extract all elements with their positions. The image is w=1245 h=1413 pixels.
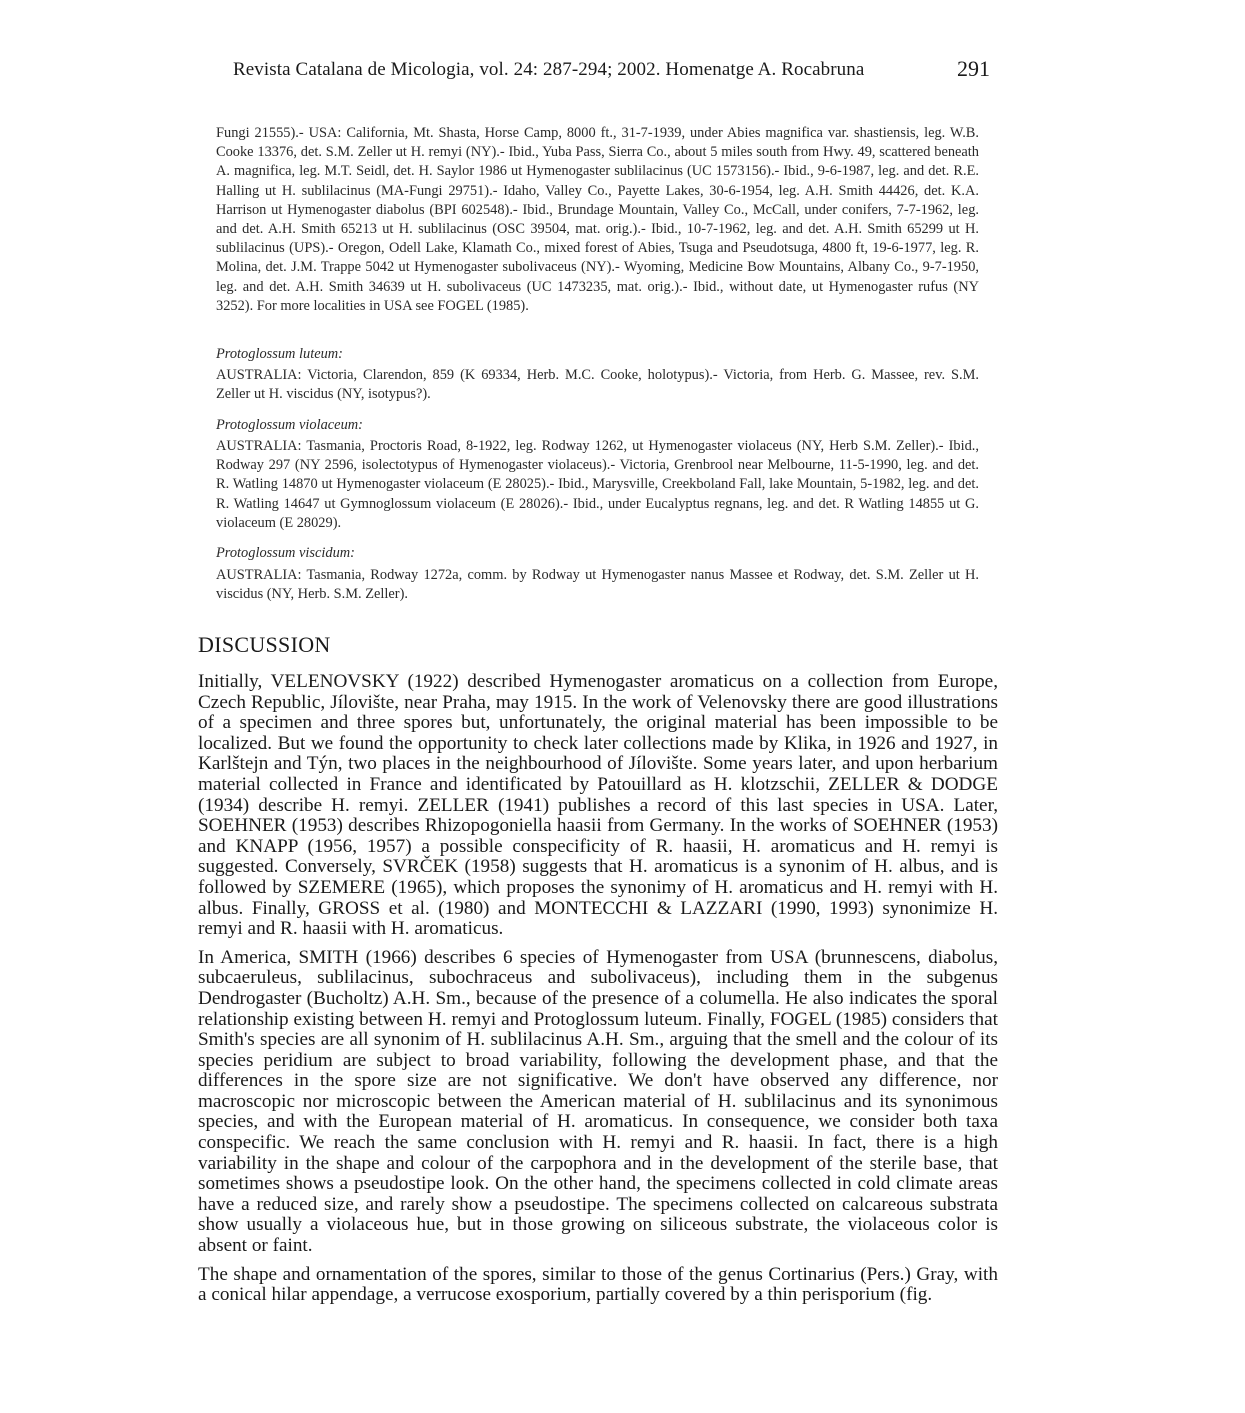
discussion-body xyxy=(198,672,998,1306)
violaceum-records xyxy=(216,437,979,533)
usa-records-text: Fungi 21555).- USA: California, Mt. Shasta, Horse Camp, 8000 ft., 31-7-1939, under Abies magnifica var. shastiensis, leg. W.B. Cooke 13376, det. S.M. Zeller ut H. remyi (NY).- Ibid., Yuba Pass, Sierra Co., about 5 miles south from Hwy. 49, scattered beneath A. magnifica, leg. M.T. Seidl, det. H. Saylor 1986 ut Hymenogaster sublilacinus (UC 1573156).- Ibid., 9-6-1987, leg. and det. R.E. Halling ut H. sublilacinus (MA-Fungi 29751).- Idaho, Valley Co., Payette Lakes, 30-6-1954, leg. A.H. Smith 44426, det. K.A. Harrison ut Hymenogaster diabolus (BPI 602548).- Ibid., Brundage Mountain, Valley Co., McCall, under conifers, 7-7-1962, leg. and det. A.H. Smith 65213 ut H. sublilacinus (OSC 39504, mat. orig.).- Ibid., 10-7-1962, leg. and det. A.H. Smith 65299 ut H. sublilacinus (UPS).- Oregon, Odell Lake, Klamath Co., mixed forest of Abies, Tsuga and Pseudotsuga, 4800 ft, 19-6-1977, leg. R. Molina, det. J.M. Trappe 5042 ut Hymenogaster subolivaceus (NY).- Wyoming, Medicine Bow Mountains, Albany Co., 9-7-1950, leg. and det. A.H. Smith 34639 ut H. subolivaceus (UC 1473235, mat. orig.).- Ibid., without date, ut Hymenogaster rufus (NY 3252). For more localities in USA see FOGEL (1985). xyxy=(216,125,979,314)
running-title: Revista Catalana de Micologia, vol. 24: 287-294; 2002. Homenatge A. Rocabruna xyxy=(233,59,865,80)
page-number: 291 xyxy=(957,56,990,81)
usa-records-paragraph xyxy=(216,124,979,316)
luteum-section-title xyxy=(216,345,979,364)
discussion-paragraph-2: In America, SMITH (1966) describes 6 species of Hymenogaster from USA (brunnescens, diabolus, subcaeruleus, sublilacinus, subochraceus and subolivaceus), including them in the subgenus Dendrogaster (Bucholtz) A.H. Sm., because of the presence of a columella. He also indicates the sporal relationship existing between H. remyi and Protoglossum luteum. Finally, FOGEL (1985) considers that Smith's species are all synonim of H. sublilacinus A.H. Sm., arguing that the smell and the colour of its species peridium are subject to broad variability, following the development phase, and that the differences in the spore size are not significative. We don't have observed any difference, nor macroscopic nor microscopic between the American material of H. sublilacinus and its synonimous species, and with the European material of H. aromaticus. In consequence, we consider both taxa conspecific. We reach the same conclusion with H. remyi and R. haasii. In fact, there is a high variability in the shape and colour of the carpophora and in the development of the sterile base, that sometimes shows a pseudostipe look. On the other hand, the specimens collected in cold climate areas have a reduced size, and rarely show a pseudostipe. The specimens collected on calcareous substrata show usually a violaceous hue, but in those growing on siliceous substrate, the violaceous color is absent or faint. xyxy=(198,946,998,1257)
viscidum-section-title xyxy=(216,544,979,563)
luteum-text: AUSTRALIA: Victoria, Clarendon, 859 (K 69334, Herb. M.C. Cooke, holotypus).- Victoria, from Herb. G. Massee, rev. S.M. Zeller ut H. viscidus (NY, isotypus?). xyxy=(216,367,979,403)
viscidum-records xyxy=(216,566,979,604)
discussion-heading: DISCUSSION xyxy=(198,632,331,657)
page-header xyxy=(233,57,990,85)
luteum-records xyxy=(216,366,979,404)
luteum-title: Protoglossum luteum: xyxy=(216,346,343,362)
violaceum-text: AUSTRALIA: Tasmania, Proctoris Road, 8-1922, leg. Rodway 1262, ut Hymenogaster violaceus (NY, Herb S.M. Zeller).- Ibid., Rodway 297 (NY 2596, isolectotypus of Hymenogaster violaceus).- Victoria, Grenbrool near Melbourne, 11-5-1990, leg. and det. R. Watling 14870 ut Hymenogaster violaceum (E 28025).- Ibid., Marysville, Creekboland Fall, lake Mountain, 5-1982, leg. and det. R. Watling 14647 ut Gymnoglossum violaceum (E 28026).- Ibid., under Eucalyptus regnans, leg. and det. R Watling 14855 ut G. violaceum (E 28029). xyxy=(216,438,979,531)
violaceum-title: Protoglossum violaceum: xyxy=(216,417,363,433)
violaceum-section-title xyxy=(216,416,979,435)
viscidum-title: Protoglossum viscidum: xyxy=(216,545,355,561)
viscidum-text: AUSTRALIA: Tasmania, Rodway 1272a, comm. by Rodway ut Hymenogaster nanus Massee et Rodway, det. S.M. Zeller ut H. viscidus (NY, Herb. S.M. Zeller). xyxy=(216,567,979,603)
discussion-paragraph-3: The shape and ornamentation of the spores, similar to those of the genus Cortinarius (Pers.) Gray, with a conical hilar appendage, a verrucose exosporium, partially covered by a thin perisporium (fig. xyxy=(198,1263,998,1306)
discussion-paragraph-1: Initially, VELENOVSKY (1922) described Hymenogaster aromaticus on a collection from Europe, Czech Republic, Jílovište, near Praha, may 1915. In the work of Velenovsky there are good illustrations of a specimen and three spores but, unfortunately, the original material has been impossible to be localized. But we found the opportunity to check later collections made by Klika, in 1926 and 1927, in Karlštejn and Týn, two places in the neighbourhood of Jílovište. Some years later, and upon herbarium material collected in France and identificated by Patouillard as H. klotzschii, ZELLER & DODGE (1934) describe H. remyi. ZELLER (1941) publishes a record of this last species in USA. Later, SOEHNER (1953) describes Rhizopogoniella haasii from Germany. In the works of SOEHNER (1953) and KNAPP (1956, 1957) a possible conspecificity of R. haasii, H. aromaticus and H. remyi is suggested. Conversely, SVRČEK (1958) suggests that H. aromaticus is a synonim of H. albus, and is followed by SZEMERE (1965), which proposes the synonimy of H. aromaticus and H. remyi with H. albus. Finally, GROSS et al. (1980) and MONTECCHI & LAZZARI (1990, 1993) synonimize H. remyi and R. haasii with H. aromaticus. xyxy=(198,671,998,940)
